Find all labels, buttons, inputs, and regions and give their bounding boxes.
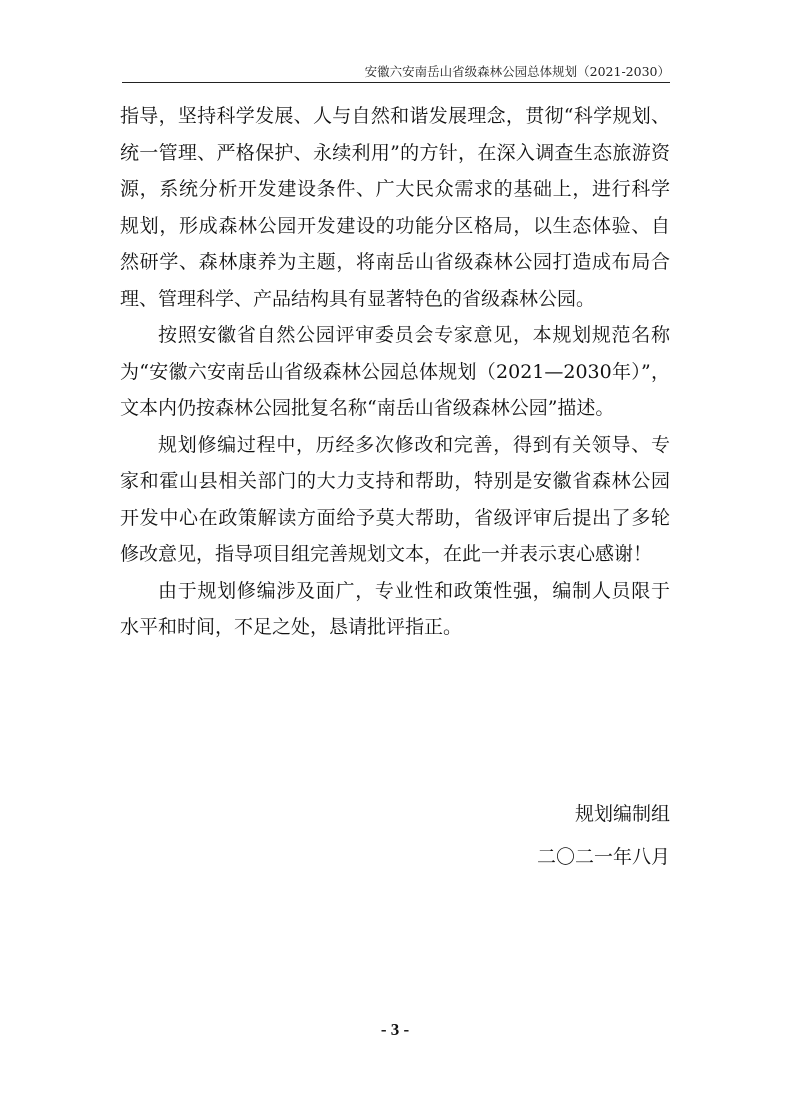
document-title: 安徽六安南岳山省级森林公园总体规划（2021-2030） <box>364 64 670 79</box>
body-text <box>120 98 670 646</box>
page-header <box>122 64 670 83</box>
paragraph-disclaimer: 由于规划修编涉及面广，专业性和政策性强，编制人员限于水平和时间，不足之处，恳请批评指正。 <box>120 579 670 638</box>
paragraph-continuation: 指导，坚持科学发展、人与自然和谐发展理念，贯彻“科学规划、统一管理、严格保护、永续利用”的方针，在深入调查生态旅游资源，系统分析开发建设条件、广大民众需求的基础上，进行科学规划，形成森林公园开发建设的功能分区格局，以生态体验、自然研学、森林康养为主题，将南岳山省级森林公园打造成布局合理、管理科学、产品结构具有显著特色的省级森林公园。 <box>120 105 670 310</box>
paragraph-naming-note: 按照安徽省自然公园评审委员会专家意见，本规划规范名称为“安徽六安南岳山省级森林公园总体规划（2021—2030年）”，文本内仍按森林公园批复名称“南岳山省级森林公园”描述。 <box>120 324 670 419</box>
signature-date: 二〇二一年八月 <box>536 846 670 868</box>
signature-organization: 规划编制组 <box>574 803 670 825</box>
page-number: - 3 - <box>380 1020 410 1039</box>
paragraph-acknowledgements: 规划修编过程中，历经多次修改和完善，得到有关领导、专家和霍山县相关部门的大力支持和帮助，特别是安徽省森林公园开发中心在政策解读方面给予莫大帮助，省级评审后提出了多轮修改意见，指导项目组完善规划文本，在此一并表示衷心感谢！ <box>120 433 670 565</box>
